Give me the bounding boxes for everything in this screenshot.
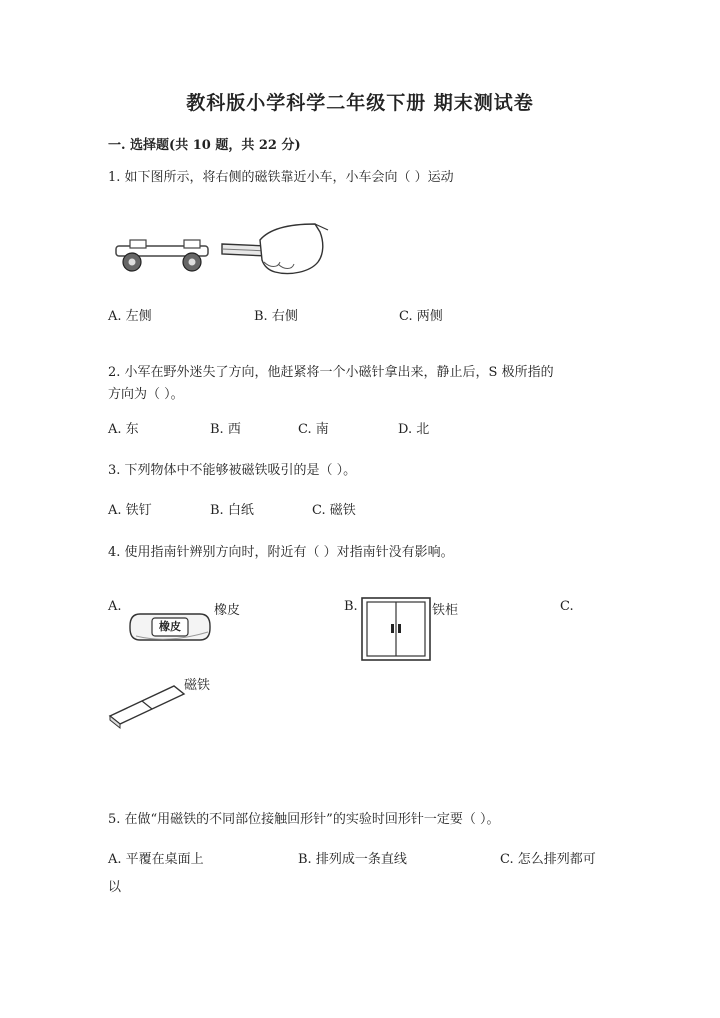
toy-car-image [112,238,212,274]
page-title: 教科版小学科学二年级下册 期末测试卷 [186,92,534,114]
q3-option-b[interactable]: B. 白纸 [210,503,254,518]
question-2-text-line2: 方向为（ ）。 [108,387,184,402]
q4-label-cabinet: 铁柜 [432,603,459,618]
q4-option-b[interactable]: B. [344,599,358,614]
q5-option-a[interactable]: A. 平覆在桌面上 [108,852,204,867]
q1-option-b[interactable]: B. 右侧 [254,309,298,324]
q1-option-a[interactable]: A. 左侧 [108,309,152,324]
q4-option-c[interactable]: C. [560,599,574,614]
eraser-label-text: 橡皮 [159,620,181,633]
q2-option-d[interactable]: D. 北 [398,422,430,437]
q5-option-b[interactable]: B. 排列成一条直线 [298,852,407,867]
q2-option-b[interactable]: B. 西 [210,422,241,437]
q5-option-c[interactable]: C. 怎么排列都可 [500,852,596,867]
q3-option-a[interactable]: A. 铁钉 [108,503,152,518]
q3-option-c[interactable]: C. 磁铁 [312,503,356,518]
q5-option-c-wrap: 以 [108,880,122,895]
question-2-text-line1: 2. 小军在野外迷失了方向，他赶紧将一个小磁针拿出来，静止后，S 极所指的 [108,365,554,380]
q2-option-c[interactable]: C. 南 [298,422,329,437]
question-4-text: 4. 使用指南针辨别方向时，附近有（ ）对指南针没有影响。 [108,545,454,560]
q2-option-a[interactable]: A. 东 [108,422,139,437]
q4-option-a[interactable]: A. [108,599,122,614]
question-3-text: 3. 下列物体中不能够被磁铁吸引的是（ ）。 [108,463,357,478]
q1-option-c[interactable]: C. 两侧 [399,309,443,324]
cabinet-image [360,596,432,662]
section-heading: 一. 选择题(共 10 题，共 22 分) [108,138,301,153]
question-5-text: 5. 在做“用磁铁的不同部位接触回形针”的实验时回形针一定要（ ）。 [108,812,500,827]
q4-label-magnet: 磁铁 [184,678,211,693]
question-1-text: 1. 如下图所示，将右侧的磁铁靠近小车，小车会向（ ）运动 [108,170,454,185]
q4-label-eraser: 橡皮 [214,603,241,618]
hand-magnet-image [220,220,330,278]
bar-magnet-image [108,680,188,730]
